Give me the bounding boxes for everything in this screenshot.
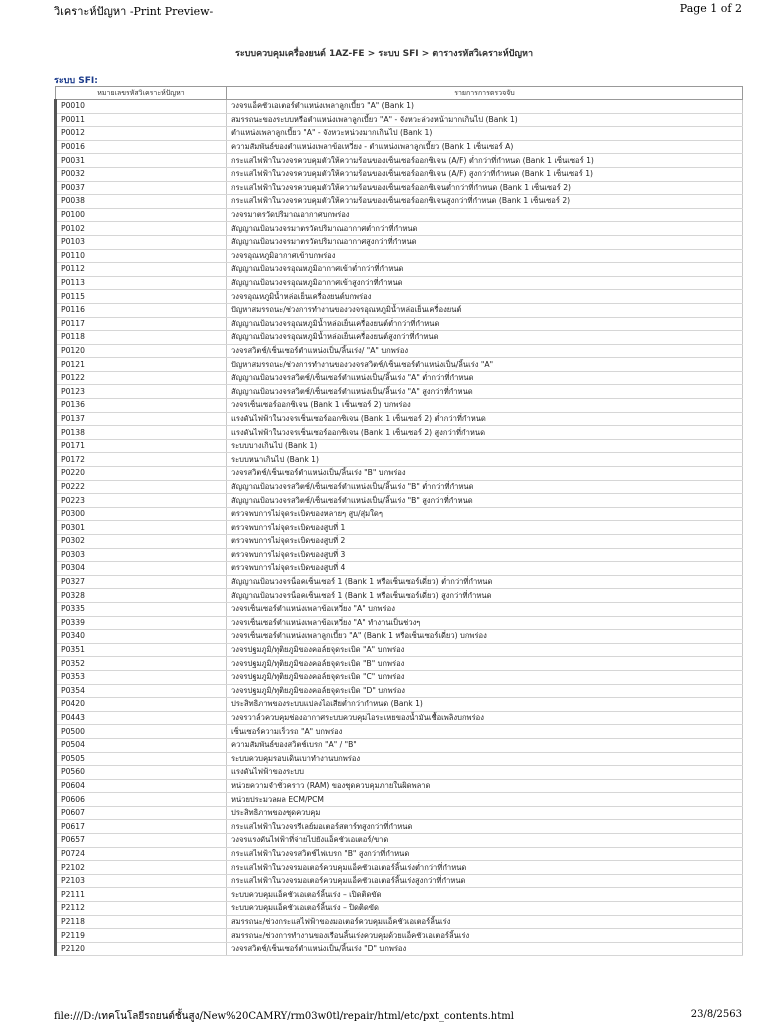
detection-item: สัญญาณป้อนวงจรสวิตช์/เซ็นเซอร์ตำแหน่งเป็น/ลิ้นเร่ง "A" สูงกว่าที่กำหนด	[227, 385, 743, 399]
dtc-code: P0102	[56, 222, 227, 236]
dtc-code: P0443	[56, 711, 227, 725]
table-row	[56, 562, 743, 576]
detection-item: ตำแหน่งเพลาลูกเบี้ยว "A" - จังหวะหน่วงมากเกินไป (Bank 1)	[227, 127, 743, 141]
dtc-code: P0137	[56, 412, 227, 426]
detection-item: วงจรปฐมภูมิ/ทุติยภูมิของคอล์ยจุดระเบิด "A" บกพร่อง	[227, 643, 743, 657]
dtc-table	[54, 86, 743, 956]
dtc-code: P0120	[56, 344, 227, 358]
dtc-code: P0354	[56, 684, 227, 698]
dtc-code: P2120	[56, 942, 227, 956]
table-row	[56, 902, 743, 916]
table-row	[56, 521, 743, 535]
table-row	[56, 167, 743, 181]
table-row	[56, 412, 743, 426]
dtc-code: P0117	[56, 317, 227, 331]
detection-item: สัญญาณป้อนวงจรมาตรวัดปริมาณอากาศสูงกว่าที่กำหนด	[227, 235, 743, 249]
table-row	[56, 725, 743, 739]
dtc-code: P0606	[56, 793, 227, 807]
detection-item: วงจรเซ็นเซอร์ตำแหน่งเพลาข้อเหวี่ยง "A" บกพร่อง	[227, 602, 743, 616]
table-row	[56, 630, 743, 644]
dtc-code: P0303	[56, 548, 227, 562]
table-row	[56, 249, 743, 263]
detection-item: ประสิทธิภาพของระบบแปลงไอเสียต่ำกว่ากำหนด (Bank 1)	[227, 698, 743, 712]
dtc-code: P0222	[56, 480, 227, 494]
detection-item: กระแสไฟฟ้าในวงจรควบคุมตัวให้ความร้อนของเซ็นเซอร์ออกซิเจนต่ำกว่าที่กำหนด (Bank 1 เซ็นเซอร์ 2)	[227, 181, 743, 195]
detection-item: ประสิทธิภาพของชุดควบคุม	[227, 806, 743, 820]
table-row	[56, 874, 743, 888]
dtc-code: P0328	[56, 589, 227, 603]
dtc-code: P0352	[56, 657, 227, 671]
detection-item: ระบบหนาเกินไป (Bank 1)	[227, 453, 743, 467]
detection-item: สัญญาณป้อนวงจรอุณหภูมิอากาศเข้าต่ำกว่าที่กำหนด	[227, 263, 743, 277]
table-row	[56, 698, 743, 712]
table-row	[56, 738, 743, 752]
detection-item: วงจรปฐมภูมิ/ทุติยภูมิของคอล์ยจุดระเบิด "D" บกพร่อง	[227, 684, 743, 698]
dtc-code: P0724	[56, 847, 227, 861]
detection-item: วงจรอุณหภูมิน้ำหล่อเย็นเครื่องยนต์บกพร่อง	[227, 290, 743, 304]
detection-item: วงจรสวิตช์/เซ็นเซอร์ตำแหน่งเป็น/ลิ้นเร่ง/ "A" บกพร่อง	[227, 344, 743, 358]
dtc-code: P2102	[56, 861, 227, 875]
table-row	[56, 535, 743, 549]
table-row	[56, 575, 743, 589]
table-row	[56, 344, 743, 358]
dtc-code: P0223	[56, 494, 227, 508]
dtc-code: P0115	[56, 290, 227, 304]
detection-item: กระแสไฟฟ้าในวงจรสวิตช์ไฟเบรก "B" สูงกว่าที่กำหนด	[227, 847, 743, 861]
dtc-code: P0113	[56, 276, 227, 290]
table-row	[56, 888, 743, 902]
dtc-code: P0031	[56, 154, 227, 168]
dtc-code: P0335	[56, 602, 227, 616]
table-row	[56, 181, 743, 195]
table-row	[56, 385, 743, 399]
table-row	[56, 303, 743, 317]
table-row	[56, 453, 743, 467]
detection-item: วงจรเซ็นเซอร์ตำแหน่งเพลาลูกเบี้ยว "A" (Bank 1 หรือเซ็นเซอร์เดี่ยว) บกพร่อง	[227, 630, 743, 644]
dtc-code: P0340	[56, 630, 227, 644]
table-row	[56, 684, 743, 698]
detection-item: แรงดันไฟฟ้าในวงจรเซ็นเซอร์ออกซิเจน (Bank 1 เซ็นเซอร์ 2) สูงกว่าที่กำหนด	[227, 426, 743, 440]
dtc-code: P0136	[56, 399, 227, 413]
dtc-code: P0657	[56, 834, 227, 848]
detection-item: สมรรถนะของระบบหรือตำแหน่งเพลาลูกเบี้ยว "A" - จังหวะล่วงหน้ามากเกินไป (Bank 1)	[227, 113, 743, 127]
table-row	[56, 331, 743, 345]
table-row	[56, 371, 743, 385]
page-indicator: Page 1 of 2	[679, 2, 742, 15]
detection-item: วงจรแอ็คชัวเอเตอร์ตำแหน่งเพลาลูกเบี้ยว "A" (Bank 1)	[227, 100, 743, 114]
table-row	[56, 195, 743, 209]
detection-item: วงจรอุณหภูมิอากาศเข้าบกพร่อง	[227, 249, 743, 263]
dtc-code: P0171	[56, 439, 227, 453]
dtc-code: P0604	[56, 779, 227, 793]
detection-item: ปัญหาสมรรถนะ/ช่วงการทำงานของวงจรสวิตช์/เซ็นเซอร์ตำแหน่งเป็น/ลิ้นเร่ง "A"	[227, 358, 743, 372]
dtc-code: P0617	[56, 820, 227, 834]
table-row	[56, 399, 743, 413]
dtc-code: P0500	[56, 725, 227, 739]
dtc-code: P2111	[56, 888, 227, 902]
detection-item: กระแสไฟฟ้าในวงจรควบคุมตัวให้ความร้อนของเซ็นเซอร์ออกซิเจน (A/F) ต่ำกว่าที่กำหนด (Bank 1 เซ็นเซอร์ 1)	[227, 154, 743, 168]
detection-item: หน่วยประมวลผล ECM/PCM	[227, 793, 743, 807]
dtc-code: P0302	[56, 535, 227, 549]
table-row	[56, 426, 743, 440]
table-row	[56, 507, 743, 521]
print-date: 23/8/2563	[690, 1009, 742, 1020]
table-row	[56, 276, 743, 290]
detection-item: สัญญาณป้อนวงจรอุณหภูมิน้ำหล่อเย็นเครื่องยนต์ต่ำกว่าที่กำหนด	[227, 317, 743, 331]
detection-item: ตรวจพบการไม่จุดระเบิดของสูบที่ 3	[227, 548, 743, 562]
detection-item: ตรวจพบการไม่จุดระเบิดของสูบที่ 4	[227, 562, 743, 576]
dtc-code: P0118	[56, 331, 227, 345]
table-row	[56, 290, 743, 304]
table-row	[56, 861, 743, 875]
dtc-code: P0116	[56, 303, 227, 317]
detection-item: สัญญาณป้อนวงจรน็อคเซ็นเซอร์ 1 (Bank 1 หรือเซ็นเซอร์เดี่ยว) ต่ำกว่าที่กำหนด	[227, 575, 743, 589]
detection-item: กระแสไฟฟ้าในวงจรมอเตอร์ควบคุมแอ็คชัวเอเตอร์ลิ้นเร่งสูงกว่าที่กำหนด	[227, 874, 743, 888]
detection-item: วงจรแรงดันไฟฟ้าที่จ่ายไปยังแอ็คชัวเอเตอร์/ขาด	[227, 834, 743, 848]
dtc-code: P0607	[56, 806, 227, 820]
table-row	[56, 657, 743, 671]
detection-item: เซ็นเซอร์ความเร็วรถ "A" บกพร่อง	[227, 725, 743, 739]
dtc-code: P0353	[56, 670, 227, 684]
table-row	[56, 602, 743, 616]
table-row	[56, 752, 743, 766]
table-row	[56, 929, 743, 943]
detection-item: วงจรวาล์วควบคุมช่องอากาศระบบควบคุมไอระเหยของน้ำมันเชื้อเพลิงบกพร่อง	[227, 711, 743, 725]
table-row	[56, 616, 743, 630]
table-row	[56, 317, 743, 331]
table-row	[56, 100, 743, 114]
dtc-code: P0304	[56, 562, 227, 576]
table-row	[56, 670, 743, 684]
detection-item: สัญญาณป้อนวงจรอุณหภูมิน้ำหล่อเย็นเครื่องยนต์สูงกว่าที่กำหนด	[227, 331, 743, 345]
detection-item: ระบบควบคุมรอบเดินเบาทำงานบกพร่อง	[227, 752, 743, 766]
table-row	[56, 589, 743, 603]
table-row	[56, 222, 743, 236]
dtc-code: P0505	[56, 752, 227, 766]
detection-item: สัญญาณป้อนวงจรน็อคเซ็นเซอร์ 1 (Bank 1 หรือเซ็นเซอร์เดี่ยว) สูงกว่าที่กำหนด	[227, 589, 743, 603]
table-row	[56, 711, 743, 725]
detection-item: ตรวจพบการไม่จุดระเบิดของสูบที่ 1	[227, 521, 743, 535]
table-row	[56, 793, 743, 807]
dtc-code: P0560	[56, 766, 227, 780]
dtc-code: P0012	[56, 127, 227, 141]
detection-item: สัญญาณป้อนวงจรสวิตช์/เซ็นเซอร์ตำแหน่งเป็น/ลิ้นเร่ง "A" ต่ำกว่าที่กำหนด	[227, 371, 743, 385]
table-row	[56, 942, 743, 956]
dtc-code: P0339	[56, 616, 227, 630]
dtc-code: P0103	[56, 235, 227, 249]
table-row	[56, 834, 743, 848]
detection-item: สัญญาณป้อนวงจรมาตรวัดปริมาณอากาศต่ำกว่าที่กำหนด	[227, 222, 743, 236]
dtc-code: P0351	[56, 643, 227, 657]
table-row	[56, 779, 743, 793]
dtc-code: P0100	[56, 208, 227, 222]
detection-item: วงจรเซ็นเซอร์ตำแหน่งเพลาข้อเหวี่ยง "A" ทำงานเป็นช่วงๆ	[227, 616, 743, 630]
dtc-code: P0172	[56, 453, 227, 467]
table-row	[56, 113, 743, 127]
dtc-code: P0123	[56, 385, 227, 399]
dtc-code: P2103	[56, 874, 227, 888]
table-row	[56, 820, 743, 834]
table-row	[56, 806, 743, 820]
dtc-code: P2119	[56, 929, 227, 943]
document-title: ระบบควบคุมเครื่องยนต์ 1AZ-FE > ระบบ SFI > ตารางรหัสวิเคราะห์ปัญหา	[234, 49, 534, 59]
section-label: ระบบ SFI:	[54, 76, 98, 86]
detection-item: แรงดันไฟฟ้าของระบบ	[227, 766, 743, 780]
dtc-code: P0038	[56, 195, 227, 209]
table-row	[56, 127, 743, 141]
table-row	[56, 439, 743, 453]
detection-item: ตรวจพบการไม่จุดระเบิดของหลายๆ สูบ/สุ่มใดๆ	[227, 507, 743, 521]
detection-item: ตรวจพบการไม่จุดระเบิดของสูบที่ 2	[227, 535, 743, 549]
table-row	[56, 154, 743, 168]
dtc-code: P0122	[56, 371, 227, 385]
table-header-row	[56, 87, 743, 100]
table-row	[56, 467, 743, 481]
dtc-code: P0220	[56, 467, 227, 481]
table-row	[56, 548, 743, 562]
table-row	[56, 358, 743, 372]
table-row	[56, 235, 743, 249]
detection-item: วงจรปฐมภูมิ/ทุติยภูมิของคอล์ยจุดระเบิด "C" บกพร่อง	[227, 670, 743, 684]
dtc-code: P0301	[56, 521, 227, 535]
table-row	[56, 915, 743, 929]
dtc-code: P0032	[56, 167, 227, 181]
detection-item: วงจรมาตรวัดปริมาณอากาศบกพร่อง	[227, 208, 743, 222]
detection-item: ปัญหาสมรรถนะ/ช่วงการทำงานของวงจรอุณหภูมิน้ำหล่อเย็นเครื่องยนต์	[227, 303, 743, 317]
dtc-code: P0010	[56, 100, 227, 114]
dtc-code: P0011	[56, 113, 227, 127]
table-row	[56, 494, 743, 508]
detection-item: ความสัมพันธ์ของตำแหน่งเพลาข้อเหวี่ยง - ตำแหน่งเพลาลูกเบี้ยว (Bank 1 เซ็นเซอร์ A)	[227, 140, 743, 154]
detection-item: สัญญาณป้อนวงจรสวิตช์/เซ็นเซอร์ตำแหน่งเป็น/ลิ้นเร่ง "B" ต่ำกว่าที่กำหนด	[227, 480, 743, 494]
column-header-code: หมายเลขรหัสวิเคราะห์ปัญหา	[56, 87, 227, 100]
dtc-code: P0300	[56, 507, 227, 521]
detection-item: กระแสไฟฟ้าในวงจรควบคุมตัวให้ความร้อนของเซ็นเซอร์ออกซิเจน (A/F) สูงกว่าที่กำหนด (Bank 1 เซ็นเซอร์ 1)	[227, 167, 743, 181]
detection-item: ระบบควบคุมแอ็คชัวเอเตอร์ลิ้นเร่ง – ปิดติดขัด	[227, 902, 743, 916]
detection-item: สมรรถนะ/ช่วงการทำงานของเรือนลิ้นเร่งควบคุมด้วยแอ็คชัวเอเตอร์ลิ้นเร่ง	[227, 929, 743, 943]
column-header-detection: รายการการตรวจจับ	[227, 87, 743, 100]
print-preview-title: วิเคราะห์ปัญหา -Print Preview-	[54, 5, 214, 18]
detection-item: วงจรสวิตช์/เซ็นเซอร์ตำแหน่งเป็น/ลิ้นเร่ง "B" บกพร่อง	[227, 467, 743, 481]
dtc-code: P0138	[56, 426, 227, 440]
detection-item: หน่วยความจำชั่วคราว (RAM) ของชุดควบคุมภายในผิดพลาด	[227, 779, 743, 793]
file-path: file:///D:/เทคโนโลยีรถยนต์ชั้นสูง/New%20CAMRY/rm03w0tl/repair/html/etc/pxt_contents.html	[54, 1011, 514, 1022]
detection-item: วงจรสวิตช์/เซ็นเซอร์ตำแหน่งเป็น/ลิ้นเร่ง "D" บกพร่อง	[227, 942, 743, 956]
detection-item: แรงดันไฟฟ้าในวงจรเซ็นเซอร์ออกซิเจน (Bank 1 เซ็นเซอร์ 2) ต่ำกว่าที่กำหนด	[227, 412, 743, 426]
detection-item: กระแสไฟฟ้าในวงจรมอเตอร์ควบคุมแอ็คชัวเอเตอร์ลิ้นเร่งต่ำกว่าที่กำหนด	[227, 861, 743, 875]
detection-item: วงจรปฐมภูมิ/ทุติยภูมิของคอล์ยจุดระเบิด "B" บกพร่อง	[227, 657, 743, 671]
dtc-code: P0110	[56, 249, 227, 263]
detection-item: ความสัมพันธ์ของสวิตช์เบรก "A" / "B"	[227, 738, 743, 752]
table-row	[56, 766, 743, 780]
dtc-code: P0420	[56, 698, 227, 712]
detection-item: วงจรเซ็นเซอร์ออกซิเจน (Bank 1 เซ็นเซอร์ 2) บกพร่อง	[227, 399, 743, 413]
detection-item: ระบบบางเกินไป (Bank 1)	[227, 439, 743, 453]
table-row	[56, 263, 743, 277]
dtc-code: P0112	[56, 263, 227, 277]
detection-item: กระแสไฟฟ้าในวงจรควบคุมตัวให้ความร้อนของเซ็นเซอร์ออกซิเจนสูงกว่าที่กำหนด (Bank 1 เซ็นเซอร์ 2)	[227, 195, 743, 209]
dtc-code: P0016	[56, 140, 227, 154]
table-row	[56, 140, 743, 154]
dtc-code: P0121	[56, 358, 227, 372]
detection-item: สัญญาณป้อนวงจรอุณหภูมิอากาศเข้าสูงกว่าที่กำหนด	[227, 276, 743, 290]
dtc-code: P2112	[56, 902, 227, 916]
detection-item: สมรรถนะ/ช่วงกระแสไฟฟ้าของมอเตอร์ควบคุมแอ็คชัวเอเตอร์ลิ้นเร่ง	[227, 915, 743, 929]
detection-item: กระแสไฟฟ้าในวงจรรีเลย์มอเตอร์สตาร์ทสูงกว่าที่กำหนด	[227, 820, 743, 834]
detection-item: ระบบควบคุมแอ็คชัวเอเตอร์ลิ้นเร่ง – เปิดติดขัด	[227, 888, 743, 902]
dtc-code: P0327	[56, 575, 227, 589]
table-row	[56, 847, 743, 861]
table-row	[56, 480, 743, 494]
dtc-code: P2118	[56, 915, 227, 929]
table-row	[56, 208, 743, 222]
dtc-code: P0037	[56, 181, 227, 195]
detection-item: สัญญาณป้อนวงจรสวิตช์/เซ็นเซอร์ตำแหน่งเป็น/ลิ้นเร่ง "B" สูงกว่าที่กำหนด	[227, 494, 743, 508]
table-row	[56, 643, 743, 657]
dtc-code: P0504	[56, 738, 227, 752]
